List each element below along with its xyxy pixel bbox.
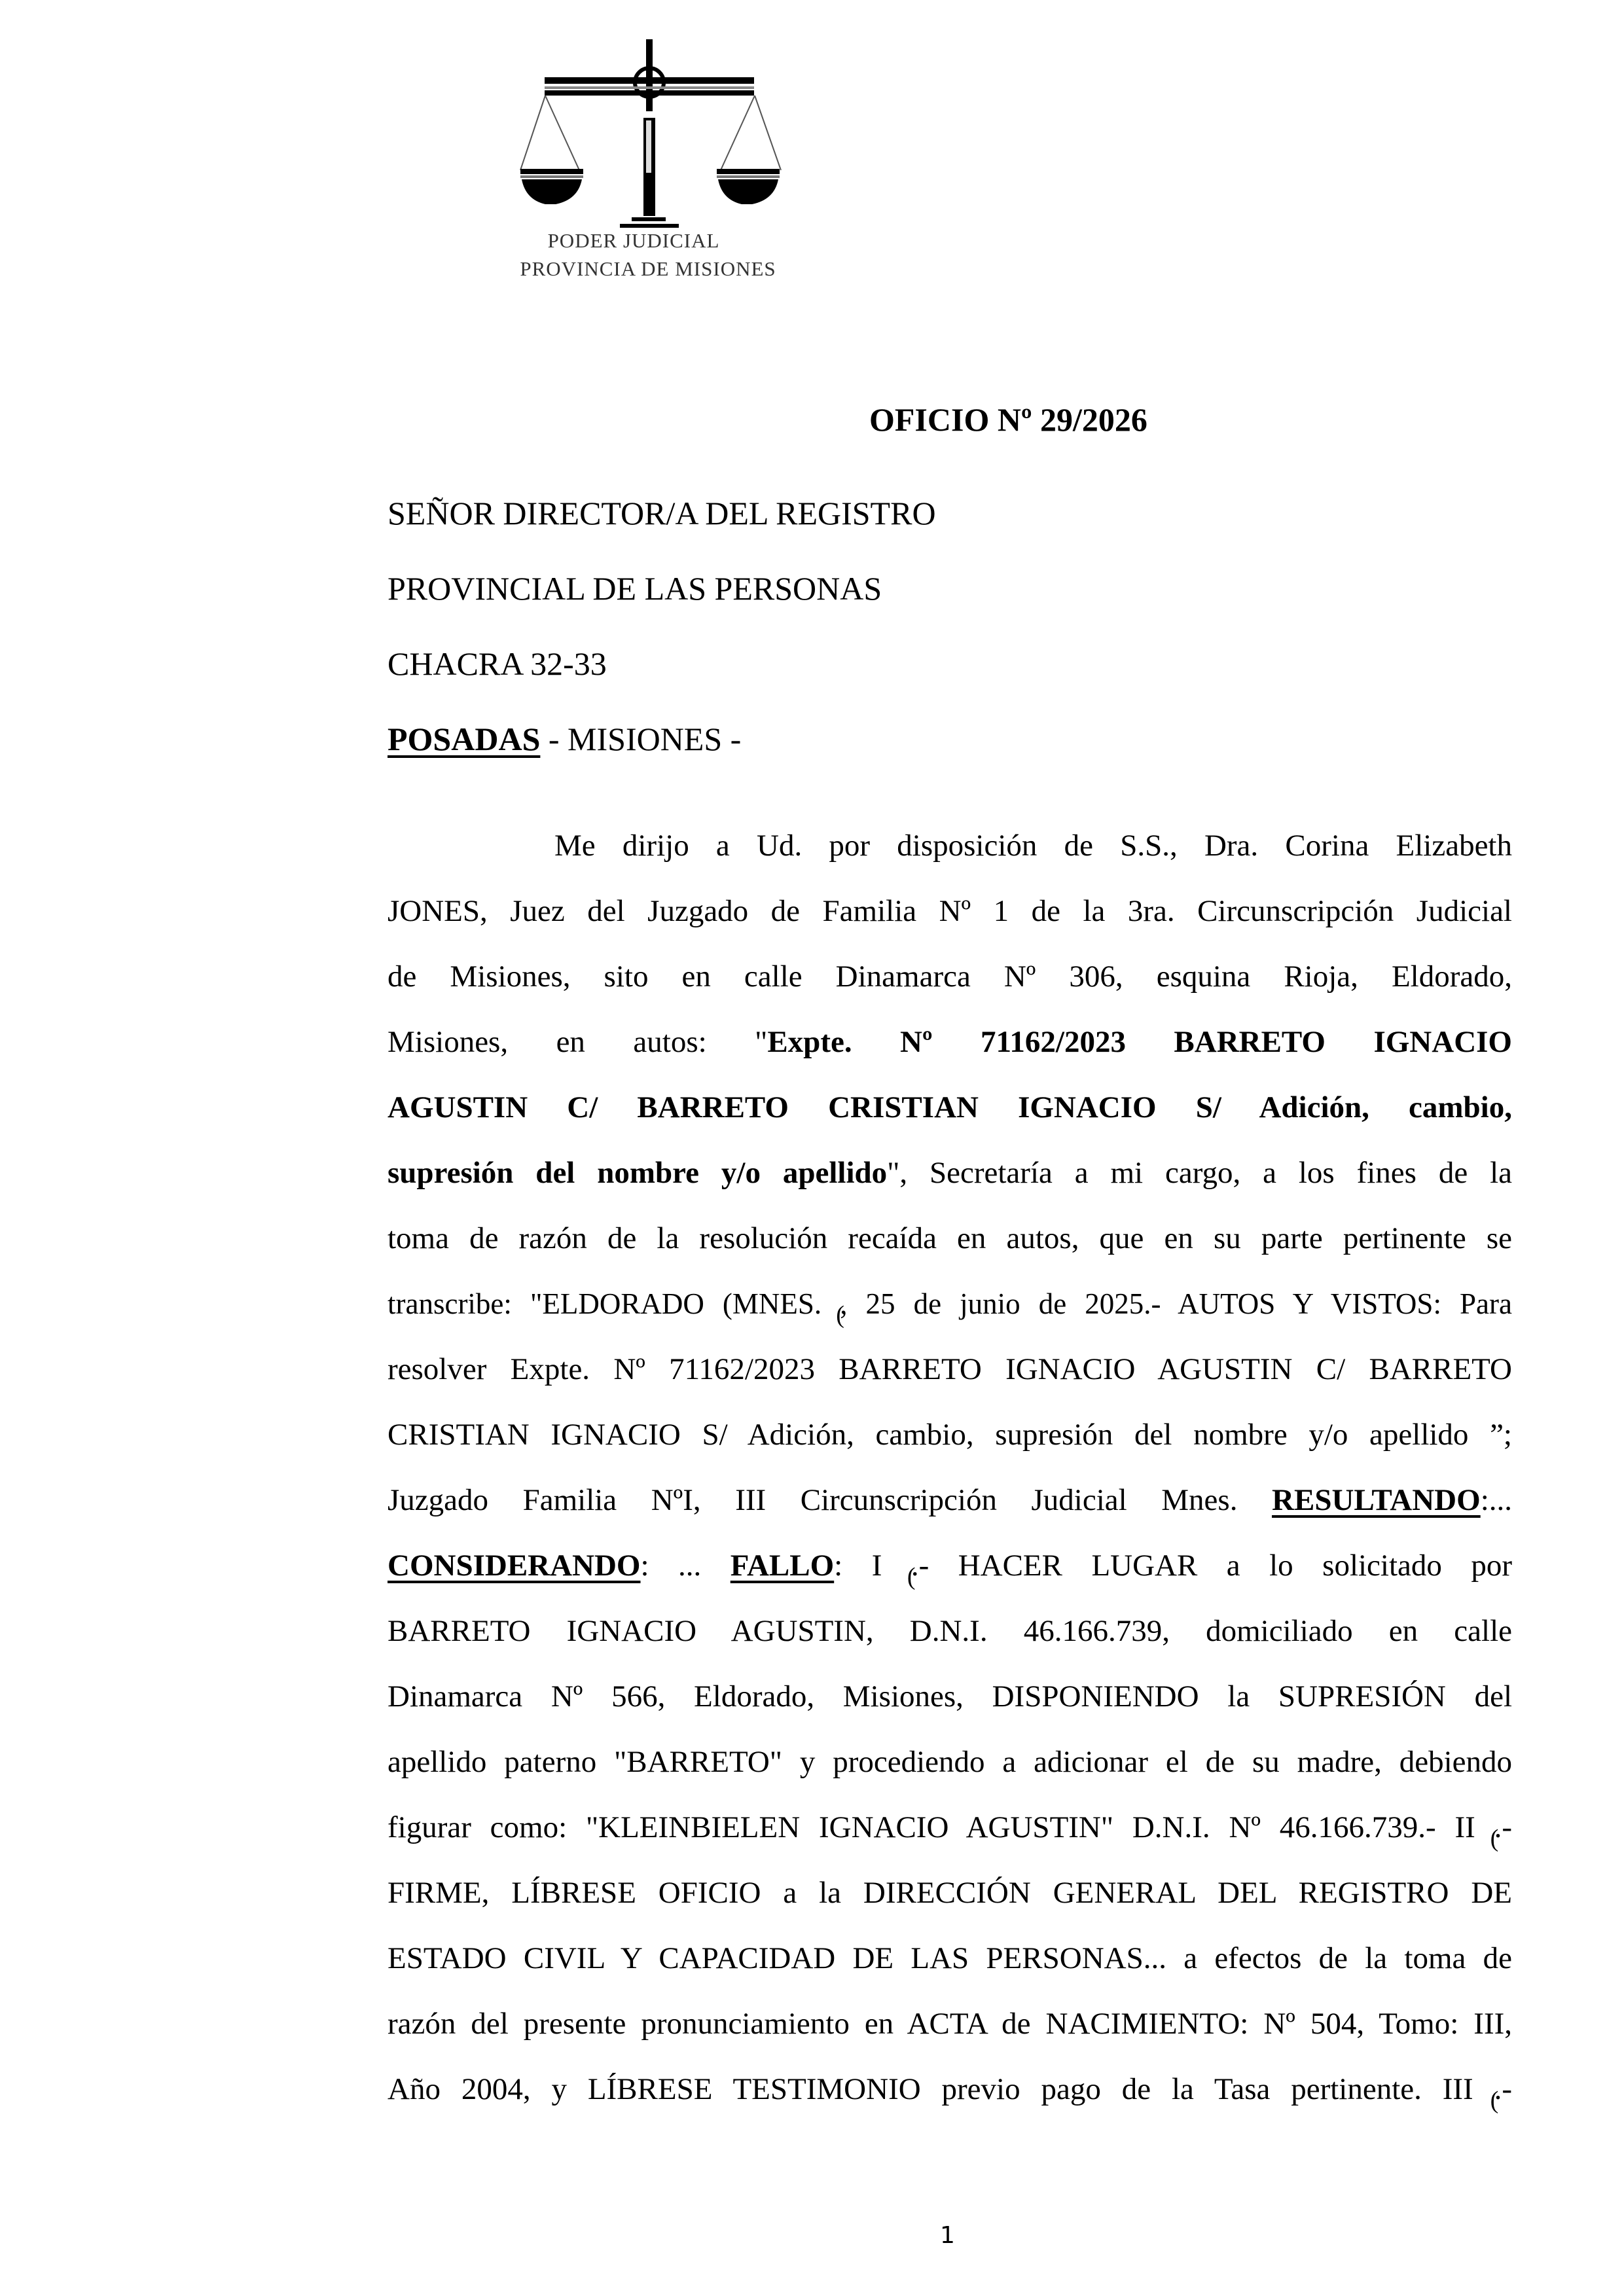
body-line: CRISTIAN IGNACIO S/ Adición, cambio, supresión del nombre y/o apellido ”;	[388, 1418, 1512, 1452]
section-considerando: CONSIDERANDO	[388, 1549, 641, 1583]
body-line	[388, 2070, 1512, 2109]
case-title-bold: AGUSTIN C/ BARRETO CRISTIAN IGNACIO S/ Adición, cambio,	[388, 1090, 1512, 1124]
body-line: Me dirijo a Ud. por disposición de S.S., Dra. Corina Elizabeth	[554, 829, 1512, 863]
addressee-line-1: SEÑOR DIRECTOR/A DEL REGISTRO	[388, 495, 936, 531]
body-text: :...	[1480, 1483, 1512, 1517]
body-text: ", Secretaría a mi cargo, a los fines de la	[887, 1156, 1512, 1190]
addressee-province: - MISIONES -	[540, 721, 742, 757]
document-title: OFICIO Nº 29/2026	[869, 401, 1147, 438]
body-text: figurar como: "KLEINBIELEN IGNACIO AGUSTIN" D.N.I. Nº 46.166.739.- II	[388, 1810, 1494, 1844]
body-line	[388, 1153, 1512, 1193]
case-title-bold: supresión del nombre y/o apellido	[388, 1156, 888, 1190]
logo-text-provincia: PROVINCIA DE MISIONES	[520, 257, 776, 280]
addressee-line-3: CHACRA 32-33	[388, 645, 607, 682]
addressee-line-4	[388, 720, 741, 758]
body-line	[388, 1284, 1512, 1323]
body-line: resolver Expte. Nº 71162/2023 BARRETO IGNACIO AGUSTIN C/ BARRETO	[388, 1352, 1512, 1386]
scales-of-justice-icon	[507, 39, 789, 229]
body-text: .-	[1494, 2072, 1512, 2106]
body-line	[388, 1808, 1512, 1847]
section-fallo: FALLO	[730, 1549, 835, 1583]
body-line: ESTADO CIVIL Y CAPACIDAD DE LAS PERSONAS... a efectos de la toma de	[388, 1941, 1512, 1975]
body-text: Año 2004, y LÍBRESE TESTIMONIO previo pago de la Tasa pertinente. III	[388, 2072, 1494, 2106]
logo-text-poder-judicial: PODER JUDICIAL	[547, 229, 720, 252]
body-line: apellido paterno "BARRETO" y procediendo a adicionar el de su madre, debiendo	[388, 1745, 1512, 1779]
section-resultando: RESULTANDO	[1272, 1483, 1481, 1517]
body-line: razón del presente pronunciamiento en ACTA de NACIMIENTO: Nº 504, Tomo: III,	[388, 2007, 1512, 2041]
addressee-line-2: PROVINCIAL DE LAS PERSONAS	[388, 570, 882, 607]
body-text: , 25 de junio de 2025.- AUTOS Y VISTOS: Para	[840, 1287, 1512, 1320]
body-line: de Misiones, sito en calle Dinamarca Nº 306, esquina Rioja, Eldorado,	[388, 960, 1512, 994]
body-line	[388, 1480, 1512, 1520]
body-line: toma de razón de la resolución recaída en autos, que en su parte pertinente se	[388, 1221, 1512, 1255]
body-text: Misiones, en autos: "	[388, 1025, 768, 1059]
body-text: Juzgado Familia NºI, III Circunscripción Judicial Mnes.	[388, 1483, 1272, 1517]
case-title-bold: Expte. Nº 71162/2023 BARRETO IGNACIO	[767, 1025, 1512, 1059]
body-line: FIRME, LÍBRESE OFICIO a la DIRECCIÓN GENERAL DEL REGISTRO DE	[388, 1876, 1512, 1910]
body-text: .-	[1494, 1810, 1512, 1844]
poder-judicial-logo	[507, 39, 789, 295]
body-line	[388, 1546, 1512, 1585]
body-line: Dinamarca Nº 566, Eldorado, Misiones, DISPONIENDO la SUPRESIÓN del	[388, 1679, 1512, 1713]
page-number: 1	[940, 2222, 955, 2249]
body-line: JONES, Juez del Juzgado de Familia Nº 1 de la 3ra. Circunscripción Judicial	[388, 894, 1512, 928]
addressee-city: POSADAS	[388, 721, 541, 757]
body-text: : ...	[640, 1549, 731, 1583]
body-text: .- HACER LUGAR a lo solicitado por	[911, 1549, 1513, 1583]
body-text: transcribe: "ELDORADO (MNES.	[388, 1287, 840, 1320]
body-text: : I	[834, 1549, 911, 1583]
body-line: BARRETO IGNACIO AGUSTIN, D.N.I. 46.166.739, domiciliado en calle	[388, 1614, 1512, 1648]
body-line	[388, 1022, 1512, 1062]
